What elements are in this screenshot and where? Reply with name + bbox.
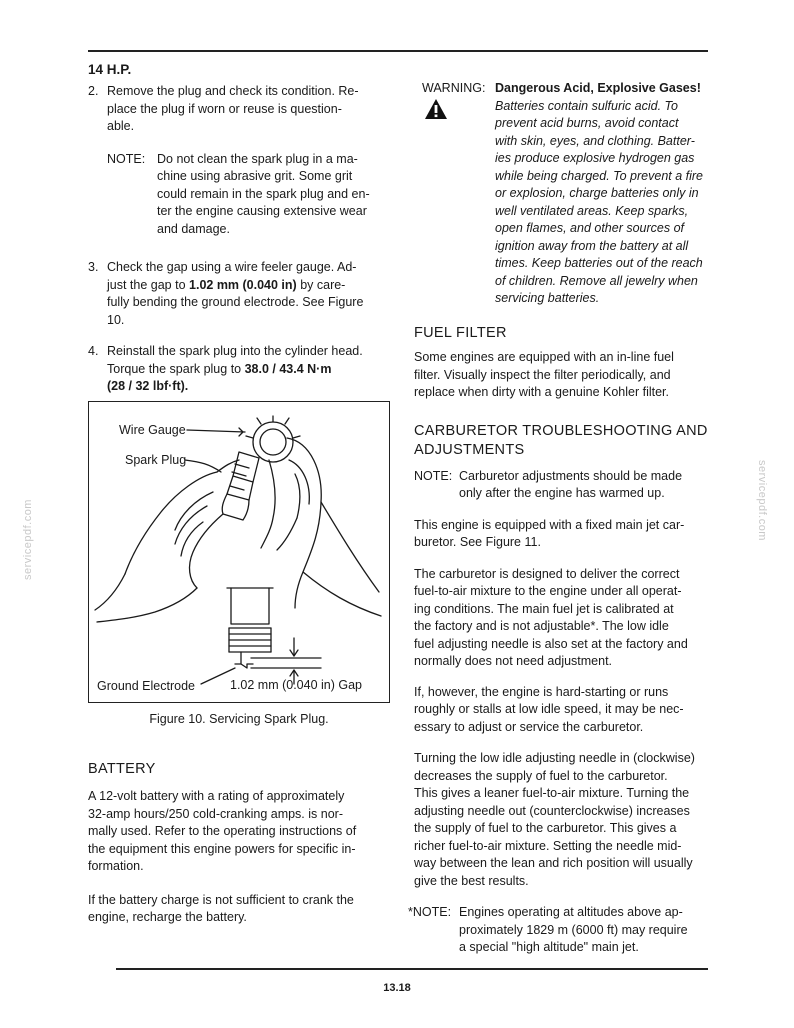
text-line: ing conditions. The main fuel jet is calibrated at bbox=[414, 601, 674, 616]
text-line: Engines operating at altitudes above ap- bbox=[459, 905, 683, 919]
text-line: with skin, eyes, and clothing. Batter- bbox=[495, 133, 695, 148]
note-spark-plug-cleaning bbox=[88, 151, 388, 239]
text-line: well ventilated areas. Keep sparks, bbox=[495, 203, 689, 218]
note-body bbox=[459, 468, 710, 503]
text-line: mally used. Refer to the operating instructions of bbox=[88, 824, 357, 838]
warning-label: WARNING: bbox=[422, 81, 486, 95]
step-2 bbox=[88, 83, 388, 136]
figure-10-box bbox=[88, 401, 390, 703]
label-ground-electrode: Ground Electrode bbox=[97, 679, 195, 693]
note-body bbox=[459, 904, 710, 957]
left-column bbox=[88, 80, 388, 396]
step-number: 2. bbox=[88, 84, 99, 98]
text-line: richer fuel-to-air mixture. Setting the needle mid- bbox=[414, 838, 682, 853]
text-line: ies produce explosive hydrogen gas bbox=[495, 151, 695, 165]
gap-spec: 1.02 mm (0.040 in) bbox=[189, 277, 297, 292]
text-line: 10. bbox=[107, 312, 125, 327]
note-label: NOTE: bbox=[414, 468, 453, 483]
text-line: prevent acid burns, avoid contact bbox=[495, 116, 679, 130]
carburetor-paragraph-1 bbox=[414, 517, 710, 552]
text-line: filter. Visually inspect the filter periodically, and bbox=[414, 367, 671, 382]
text-line bbox=[107, 277, 388, 295]
fuel-filter-paragraph bbox=[414, 349, 710, 402]
text-line: 32-amp hours/250 cold-cranking amps. is nor- bbox=[88, 806, 343, 821]
fuel-filter-heading: FUEL FILTER bbox=[414, 325, 507, 341]
text-line: of children. Remove all jewelry when bbox=[495, 273, 698, 288]
text-line: ter the engine causing extensive wear bbox=[157, 204, 367, 218]
text-line: If the battery charge is not sufficient to crank the bbox=[88, 892, 354, 907]
note-body bbox=[157, 151, 388, 239]
text-line: could remain in the spark plug and en- bbox=[157, 186, 370, 201]
text-line: If, however, the engine is hard-starting or runs bbox=[414, 684, 669, 699]
text-line: roughly or stalls at low idle speed, it may be nec- bbox=[414, 702, 684, 716]
heading-line: CARBURETOR TROUBLESHOOTING AND bbox=[414, 422, 708, 439]
carburetor-paragraph-3 bbox=[414, 684, 710, 737]
warning-title: Dangerous Acid, Explosive Gases! bbox=[495, 81, 701, 95]
text-line: Carburetor adjustments should be made bbox=[459, 468, 683, 483]
text-line: normally does not need adjustment. bbox=[414, 654, 613, 668]
text-line: way between the lean and rich position will usually bbox=[414, 856, 693, 870]
text-line: give the best results. bbox=[414, 873, 529, 888]
carburetor-section bbox=[408, 422, 710, 957]
text-line: proximately 1829 m (6000 ft) may require bbox=[459, 922, 688, 937]
text-line: engine, recharge the battery. bbox=[88, 910, 247, 924]
text-line: Turning the low idle adjusting needle in (clockwise) bbox=[414, 751, 695, 765]
text-line: fully bending the ground electrode. See Figure bbox=[107, 295, 364, 309]
text-line bbox=[107, 361, 388, 379]
carburetor-heading bbox=[414, 422, 710, 460]
battery-paragraph-2 bbox=[88, 892, 388, 927]
heading-line: ADJUSTMENTS bbox=[414, 441, 525, 458]
text-line: essary to adjust or service the carburetor. bbox=[414, 719, 644, 734]
text-line: servicing batteries. bbox=[495, 291, 600, 305]
text-line: formation. bbox=[88, 859, 144, 873]
text-span: by care- bbox=[296, 277, 346, 292]
step-number: 4. bbox=[88, 344, 99, 358]
text-line: able. bbox=[107, 119, 135, 133]
text-line: chine using abrasive grit. Some grit bbox=[157, 169, 353, 183]
text-line: This engine is equipped with a fixed main jet car- bbox=[414, 517, 685, 532]
text-line: Some engines are equipped with an in-line fuel bbox=[414, 350, 674, 364]
note-label: NOTE: bbox=[107, 151, 146, 166]
carburetor-paragraph-2 bbox=[414, 566, 710, 671]
text-line: This gives a leaner fuel-to-air mixture. Turning the bbox=[414, 786, 690, 800]
text-span: Torque the spark plug to bbox=[107, 361, 245, 376]
battery-paragraph-1 bbox=[88, 788, 388, 876]
text-line: and damage. bbox=[157, 221, 230, 236]
warning-triangle-icon bbox=[424, 98, 448, 120]
spark-plug-illustration bbox=[89, 402, 389, 702]
text-line: the equipment this engine powers for specific in- bbox=[88, 841, 356, 856]
text-line: Batteries contain sulfuric acid. To bbox=[495, 98, 678, 113]
note-label: *NOTE: bbox=[408, 905, 452, 919]
text-line: ignition away from the battery at all bbox=[495, 238, 689, 253]
label-spark-plug: Spark Plug bbox=[125, 453, 187, 467]
torque-spec-metric: 38.0 / 43.4 N·m bbox=[244, 361, 332, 376]
figure-10-caption: Figure 10. Servicing Spark Plug. bbox=[149, 712, 329, 726]
fuel-filter-section bbox=[414, 324, 710, 402]
text-line bbox=[107, 378, 388, 396]
text-line: A 12-volt battery with a rating of approximately bbox=[88, 789, 345, 803]
text-line: buretor. See Figure 11. bbox=[414, 535, 541, 549]
text-line: open flames, and other sources of bbox=[495, 221, 685, 235]
text-line: Remove the plug and check its condition. Re- bbox=[107, 84, 359, 98]
battery-heading: BATTERY bbox=[88, 761, 156, 777]
text-line: only after the engine has warmed up. bbox=[459, 486, 665, 500]
right-column bbox=[408, 80, 710, 957]
warning-body bbox=[495, 98, 713, 308]
text-line: Reinstall the spark plug into the cylinder head. bbox=[107, 344, 363, 358]
step-3 bbox=[88, 259, 388, 329]
torque-spec-imperial: (28 / 32 lbf·ft). bbox=[107, 379, 189, 393]
page-header-model: 14 H.P. bbox=[88, 62, 132, 77]
text-line: or explosion, charge batteries only in bbox=[495, 186, 699, 200]
step-4 bbox=[88, 343, 388, 396]
battery-section bbox=[88, 760, 388, 927]
step-number: 3. bbox=[88, 260, 99, 274]
watermark-right: servicepdf.com bbox=[756, 460, 768, 541]
warning-text bbox=[495, 80, 713, 308]
text-line: a special "high altitude" main jet. bbox=[459, 940, 639, 954]
text-line: fuel-to-air mixture to the engine under all operat- bbox=[414, 584, 682, 598]
text-line: decreases the supply of fuel to the carburetor. bbox=[414, 768, 668, 783]
carburetor-paragraph-4 bbox=[414, 750, 710, 890]
text-line: place the plug if worn or reuse is question- bbox=[107, 101, 342, 116]
text-line: The carburetor is designed to deliver the correct bbox=[414, 566, 680, 581]
bottom-rule bbox=[116, 968, 708, 970]
page-number: 13.18 bbox=[383, 982, 411, 994]
text-line: Do not clean the spark plug in a ma- bbox=[157, 151, 358, 166]
text-line: Check the gap using a wire feeler gauge. Ad- bbox=[107, 260, 357, 274]
text-span: just the gap to bbox=[107, 277, 190, 292]
high-altitude-note bbox=[408, 904, 710, 957]
label-gap: 1.02 mm (0.040 in) Gap bbox=[230, 678, 363, 692]
text-line: while being charged. To prevent a fire bbox=[495, 168, 704, 183]
text-line: fuel adjusting needle is also set at the factory and bbox=[414, 636, 688, 651]
warning-block bbox=[414, 80, 710, 305]
carburetor-note bbox=[414, 468, 710, 503]
label-wire-gauge: Wire Gauge bbox=[119, 423, 186, 437]
text-line: times. Keep batteries out of the reach bbox=[495, 256, 703, 270]
top-rule bbox=[88, 50, 708, 52]
text-line: the supply of fuel to the carburetor. This gives a bbox=[414, 821, 677, 835]
text-line: the factory and is not adjustable*. The low idle bbox=[414, 619, 669, 633]
text-line: adjusting needle out (counterclockwise) increases bbox=[414, 803, 690, 818]
text-line: replace when dirty with a genuine Kohler filter. bbox=[414, 385, 670, 399]
watermark-left: servicepdf.com bbox=[22, 499, 34, 580]
